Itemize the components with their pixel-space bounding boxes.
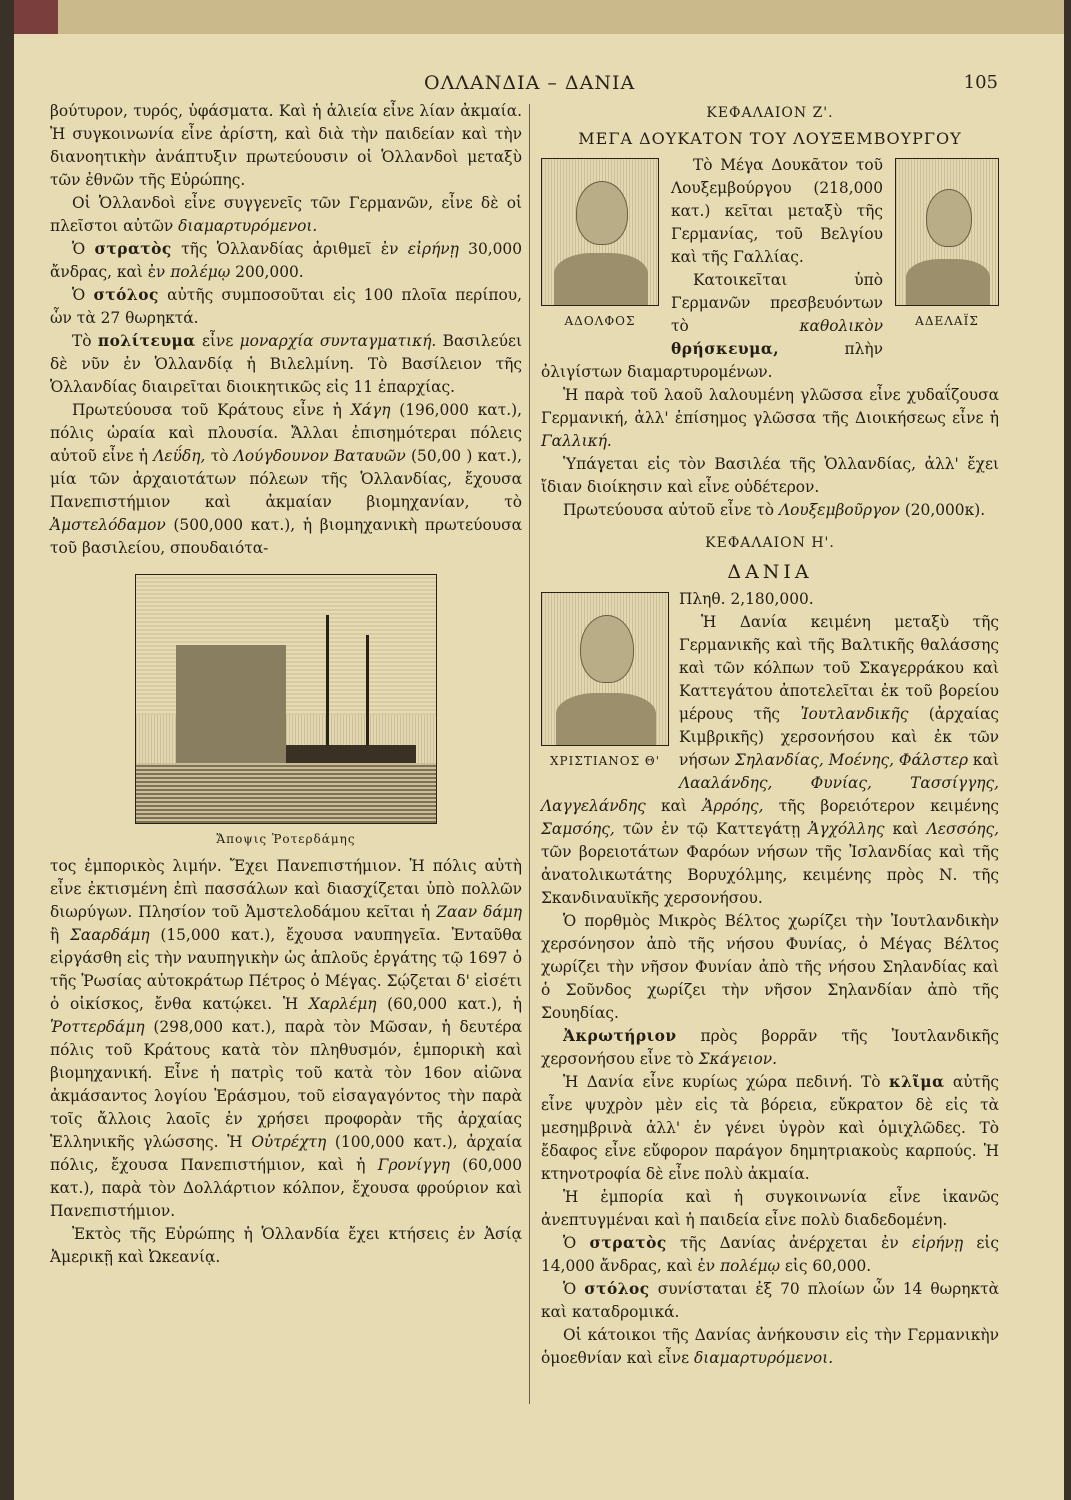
paragraph-luxembourg-capital: Πρωτεύουσα αὐτοῦ εἶνε τὸ Λουξεμβοῦργον (20,000κ). — [563, 501, 986, 519]
portrait-image — [541, 592, 669, 746]
paragraph-luxembourg-status: Ὑπάγεται εἰς τὸν Βασιλέα τῆς Ὁλλανδίας, ἀλλ' ἔχει ἴδιαν διοίκησιν καὶ εἶνε οὐδέτερον. — [541, 455, 999, 496]
chapter-heading: ΚΕΦΑΛΑΙΟΝ Ζ'. — [706, 105, 834, 121]
ship-mast — [326, 615, 329, 755]
paragraph-luxembourg-language: Ἡ παρὰ τοῦ λαοῦ λαλουμένη γλῶσσα εἶνε χυδαΐζουσα Γερμανική, ἀλλ' ἐπίσημος γλῶσσα τῆς Διοικήσεως εἶνε ἡ Γαλλική. — [541, 386, 999, 450]
portrait-adolphos — [541, 158, 659, 337]
paragraph-colonies: Ἐκτὸς τῆς Εὐρώπης ἡ Ὁλλανδία ἔχει κτήσεις ἐν Ἀσίᾳ Ἀμερικῇ καὶ Ὠκεανίᾳ. — [50, 1225, 522, 1266]
running-header — [14, 72, 1064, 102]
paragraph-denmark-people: Οἱ κάτοικοι τῆς Δανίας ἀνήκουσιν εἰς τὴν Γερμανικὴν ὁμοεθνίαν καὶ εἶνε διαμαρτυρόμενοι. — [541, 1326, 999, 1367]
population: Πληθ. 2,180,000. — [679, 590, 814, 608]
left-column — [50, 100, 522, 1420]
chapter-heading: ΚΕΦΑΛΑΙΟΝ Η'. — [705, 535, 835, 551]
paragraph-denmark-straits: Ὁ πορθμὸς Μικρὸς Βέλτος χωρίζει τὴν Ἰουτλανδικὴν χερσόνησον ἀπὸ τῆς νήσου Φυνίας, ὁ Μέγας Βέλτος χωρίζει τὴν νῆσον Φυνίαν ἀπὸ τῆς νήσου Σηλανδίας καὶ ὁ Σοῦνδος χωρίζει τὴν νῆσον Σηλανδίαν ἀπὸ τῆς Σουηδίας. — [541, 912, 999, 1022]
paragraph-government: Τὸ πολίτευμα εἶνε μοναρχία συνταγματική. Βασιλεύει δὲ νῦν ἐν Ὁλλανδίᾳ ἡ Βιλελμίνη. Τὸ Βασίλειον τῆς Ὁλλανδίας διαιρεῖται διοικητικῶς εἰς 11 ἐπαρχίας. — [50, 332, 522, 396]
portrait-caption: ΑΔΟΛΦΟΣ — [564, 314, 636, 328]
paragraph-kinship: Οἱ Ὁλλανδοὶ εἶνε συγγενεῖς τῶν Γερμανῶν, εἶνε δὲ οἱ πλεῖστοι αὐτῶν διαμαρτυρόμενοι. — [50, 194, 522, 235]
paragraph-denmark-climate: Ἡ Δανία εἶνε κυρίως χώρα πεδινή. Τὸ κλῖμα αὐτῆς εἶνε ψυχρὸν μὲν εἰς τὰ βόρεια, εὔκρατον δὲ εἰς τὰ μεσημβρινὰ ἀλλ' ἐν γένει ὑγρὸν καὶ ὁμιχλῶδες. Τὸ ἔδαφος εἶνε εὔφορον παράγον δημητριακοὺς καρπούς. Ἡ κτηνοτροφία δὲ εἶνε πολὺ ἀκμαία. — [541, 1073, 999, 1183]
portrait-shoulders — [906, 259, 990, 305]
portrait-face — [926, 189, 972, 247]
rotterdam-engraving — [135, 574, 437, 824]
portrait-image — [895, 158, 999, 306]
country-title: ΔΑΝΙΑ — [727, 561, 813, 583]
engraving-building — [176, 645, 286, 765]
book-spine — [14, 0, 58, 34]
paragraph-denmark-cape: Ἀκρωτήριον πρὸς βορρᾶν τῆς Ἰουτλανδικῆς χερσονήσου εἶνε τὸ Σκάγειον. — [541, 1027, 999, 1068]
chapter-title: ΜΕΓΑ ΔΟΥΚΑΤΟΝ ΤΟΥ ΛΟΥΞΕΜΒΟΥΡΓΟΥ — [578, 129, 962, 148]
paragraph-dairy: βούτυρον, τυρός, ὑφάσματα. Καὶ ἡ ἁλιεία εἶνε λίαν ἀκμαία. Ἡ συγκοινωνία εἶνε ἀρίστη, καὶ διὰ τὴν παιδείαν καὶ τὴν διανοητικὴν ἀνάπτυξιν πρωτεύουσιν οἱ Ὁλλανδοὶ μεταξὺ τῶν ἐθνῶν τῆς Εὐρώπης. — [50, 102, 522, 189]
paragraph-capital: Πρωτεύουσα τοῦ Κράτους εἶνε ἡ Χάγη (196,000 κατ.), πόλις ὡραία καὶ πλουσία. Ἄλλαι ἐπισημότεραι πόλεις αὐτοῦ εἶνε ἡ Λεΰδη, τὸ Λούγδουνον Βαταυῶν (50,00 ) κατ.), μία τῶν ἀρχαιοτάτων πόλεων τῆς Ὁλλανδίας, ἔχουσα Πανεπιστήμιον καὶ ἀκμαίαν βιομηχανίαν, τὸ Ἀμστελόδαμον (500,000 κατ.), ἡ βιομηχανικὴ πρωτεύουσα τοῦ βασιλείου, σπουδαιότα- — [50, 401, 522, 557]
portrait-shoulders — [556, 693, 656, 745]
portrait-image — [541, 158, 659, 306]
page-top-edge — [14, 0, 1064, 34]
paragraph-luxembourg-location: Τὸ Μέγα Δουκᾶτον τοῦ Λουξεμβούργου (218,000 κατ.) κεῖται μεταξὺ τῆς Γερμανίας, τοῦ Βελγίου καὶ τῆς Γαλλίας. — [671, 156, 883, 266]
paragraph-cities: τος ἐμπορικὸς λιμήν. Ἔχει Πανεπιστήμιον. Ἡ πόλις αὐτὴ εἶνε ἐκτισμένη ἐπὶ πασσάλων καὶ διασχίζεται ὑπὸ πολλῶν διωρύγων. Πλησίον τοῦ Ἀμστελοδάμου κεῖται ἡ Ζααν δάμη ἢ Σααρδάμη (15,000 κατ.), ἔχουσα ναυπηγεῖα. Ἐνταῦθα εἰργάσθη εἰς τὴν ναυπηγικὴν ὡς ἁπλοῦς ἐργάτης τῷ 1697 ὁ τῆς Ῥωσίας αὐτοκράτωρ Πέτρος ὁ Μέγας. Σῴζεται δ' εἰσέτι ὁ οἰκίσκος, ἔνθα κατῴκει. Ἡ Χαρλέμη (60,000 κατ.), ἡ Ῥοττερδάμη (298,000 κατ.), παρὰ τὸν Μῶσαν, ἡ δευτέρα πόλις τοῦ Κράτους κατὰ τὸν πληθυσμόν, ἐμπορικὴ καὶ βιομηχανική. Εἶνε ἡ πατρὶς τοῦ κατὰ τὸν 16ον αἰῶνα ἀκμάσαντος λογίου Ἐράσμου, τοῦ εἰσαγαγόντος τὴν παρὰ τοῖς ἄλλοις λαοῖς ἐν χρήσει προφορὰν τῆς ἀρχαίας Ἑλληνικῆς γλώσσης. Ἡ Οὐτρέχτη (100,000 κατ.), ἀρχαία πόλις, ἔχουσα Πανεπιστήμιον, καὶ ἡ Γρονίγγη (60,000 κατ.), παρὰ τὸν Δολλάρτιον κόλπον, ἔχουσα φρούριον καὶ Πανεπιστήμιον. — [50, 857, 522, 1220]
page-title: ΟΛΛΑΝΔΙΑ – ΔΑΝΙΑ — [424, 72, 636, 94]
portrait-caption: ΧΡΙΣΤΙΑΝΟΣ Θ' — [549, 754, 661, 768]
paragraph-denmark-geography: Ἡ Δανία κειμένη μεταξὺ τῆς Γερμανικῆς καὶ τῆς Βαλτικῆς θαλάσσης καὶ τῶν κόλπων τοῦ Σκαγερράκου καὶ Καττεγάτου ἀποτελεῖται ἐκ τοῦ βορείου μέρους τῆς Ἰουτλανδικῆς (ἀρχαίας Κιμβρικῆς) χερσονήσου καὶ ἐκ τῶν νήσων Σηλανδίας, Μοένης, Φάλστερ καὶ Λααλάνδης, Φυνίας, Τασσίγγης, Λαγγελάνδης καὶ Ἀρρόης, τῆς βορειότερον κειμένης Σαμσόης, τῶν ἐν τῷ Καττεγάτῃ Ἀγχόλλης καὶ Λεσσόης, τῶν βορειοτάτων Φαρόων νήσων τῆς Ἰσλανδίας καὶ τῆς ἀνατολικωτάτης Βορυχόλμης, κειμένης πρὸς Ν. τῆς Σκανδιναυϊκῆς χερσονήσου. — [541, 613, 1000, 907]
portrait-face — [576, 181, 628, 245]
figure-caption: Ἄποψις Ῥοτερδάμης — [216, 832, 356, 846]
paragraph-denmark-army: Ὁ στρατὸς τῆς Δανίας ἀνέρχεται ἐν εἰρήνῃ εἰς 14,000 ἄνδρας, καὶ ἐν πολέμῳ εἰς 60,000. — [541, 1234, 999, 1275]
paragraph-fleet: Ὁ στόλος αὐτῆς συμποσοῦται εἰς 100 πλοῖα περίπου, ὧν τὰ 27 θωρηκτά. — [50, 286, 522, 327]
portrait-shoulders — [554, 253, 648, 305]
book-page — [14, 0, 1064, 1500]
page-number: 105 — [963, 72, 998, 93]
paragraph-denmark-commerce: Ἡ ἐμπορία καὶ ἡ συγκοινωνία εἶνε ἱκανῶς ἀνεπτυγμέναι καὶ ἡ παιδεία εἶνε πολὺ διαδεδομένη. — [541, 1188, 999, 1229]
portrait-adelais — [895, 158, 999, 337]
paragraph-denmark-fleet: Ὁ στόλος συνίσταται ἐξ 70 πλοίων ὧν 14 θωρηκτὰ καὶ καταδρομικά. — [541, 1280, 999, 1321]
portrait-christianos — [541, 592, 669, 777]
paragraph-luxembourg-religion: Κατοικεῖται ὑπὸ Γερμανῶν πρεσβευόντων τὸ καθολικὸν θρήσκευμα, πλὴν ὀλιγίστων διαμαρτυρομένων. — [541, 271, 883, 381]
ship-mast — [366, 635, 369, 755]
portrait-caption: ΑΔΕΛΑΪΣ — [915, 314, 979, 328]
portrait-face — [580, 615, 634, 683]
column-divider — [529, 104, 530, 1404]
right-column — [541, 100, 999, 1440]
paragraph-army: Ὁ στρατὸς τῆς Ὁλλανδίας ἀριθμεῖ ἐν εἰρήνῃ 30,000 ἄνδρας, καὶ ἐν πολέμῳ 200,000. — [50, 240, 523, 281]
engraving-water — [136, 763, 436, 823]
